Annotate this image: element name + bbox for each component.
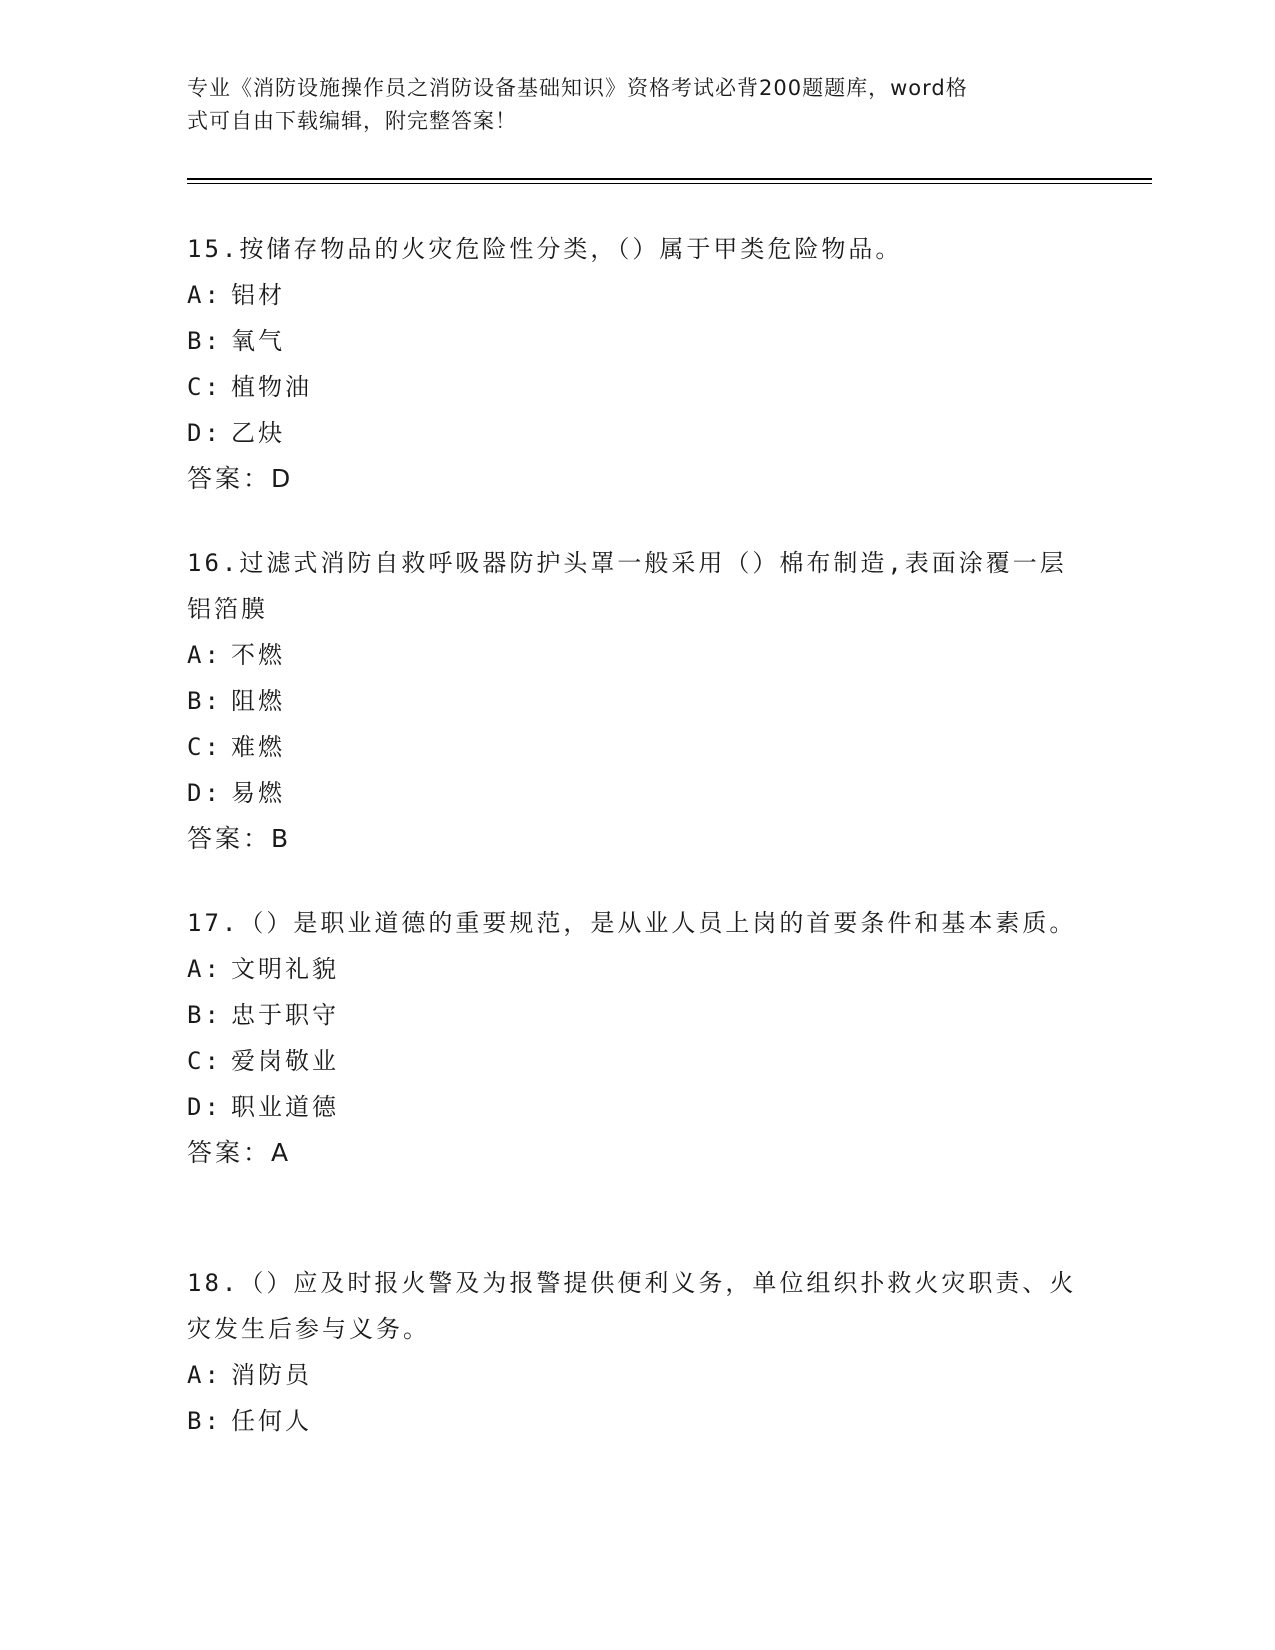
- option-letter: A:: [187, 641, 222, 669]
- header-line-1: 专业《消防设施操作员之消防设备基础知识》资格考试必背200题题库，word格: [187, 76, 968, 100]
- option-d: [187, 770, 1087, 816]
- option-b: [187, 678, 1087, 724]
- option-d: [187, 410, 1087, 456]
- option-letter: A:: [187, 1361, 222, 1389]
- option-letter: D:: [187, 419, 222, 447]
- option-letter: C:: [187, 733, 222, 761]
- option-letter: A:: [187, 281, 222, 309]
- option-a: [187, 632, 1087, 678]
- option-d: [187, 1084, 1087, 1130]
- option-text: 难燃: [231, 733, 285, 761]
- header-line-2: 式可自由下载编辑，附完整答案！: [187, 109, 517, 133]
- question-text: 16.过滤式消防自救呼吸器防护头罩一般采用（）棉布制造,表面涂覆一层铝箔膜: [187, 549, 1067, 623]
- option-b: [187, 1398, 1087, 1444]
- header-divider-thin: [187, 183, 1152, 184]
- option-text: 不燃: [231, 641, 285, 669]
- option-text: 铝材: [231, 281, 285, 309]
- option-a: [187, 1352, 1087, 1398]
- option-c: [187, 1038, 1087, 1084]
- option-letter: D:: [187, 1093, 222, 1121]
- option-letter: B:: [187, 1001, 222, 1029]
- question-15: [187, 226, 1087, 502]
- option-text: 氧气: [231, 327, 285, 355]
- header-divider: [187, 178, 1152, 180]
- option-letter: B:: [187, 327, 222, 355]
- option-text: 乙炔: [231, 419, 285, 447]
- option-letter: B:: [187, 687, 222, 715]
- option-b: [187, 992, 1087, 1038]
- option-text: 文明礼貌: [231, 955, 339, 983]
- option-letter: A:: [187, 955, 222, 983]
- question-text: 15.按储存物品的火灾危险性分类，（）属于甲类危险物品。: [187, 235, 903, 263]
- option-b: [187, 318, 1087, 364]
- answer-line: 答案：D: [187, 464, 294, 493]
- option-a: [187, 272, 1087, 318]
- question-text: 17.（）是职业道德的重要规范，是从业人员上岗的首要条件和基本素质。: [187, 909, 1077, 937]
- option-letter: C:: [187, 1047, 222, 1075]
- option-letter: B:: [187, 1407, 222, 1435]
- question-16: [187, 540, 1087, 862]
- question-text: 18.（）应及时报火警及为报警提供便利义务，单位组织扑救火灾职责、火灾发生后参与义务。: [187, 1269, 1077, 1343]
- option-text: 植物油: [231, 373, 312, 401]
- option-c: [187, 724, 1087, 770]
- question-18: [187, 1260, 1087, 1444]
- option-a: [187, 946, 1087, 992]
- option-text: 阻燃: [231, 687, 285, 715]
- option-text: 职业道德: [231, 1093, 339, 1121]
- option-letter: D:: [187, 779, 222, 807]
- answer-line: 答案：B: [187, 824, 292, 853]
- question-17: [187, 900, 1087, 1176]
- option-c: [187, 364, 1087, 410]
- option-text: 易燃: [231, 779, 285, 807]
- option-text: 忠于职守: [231, 1001, 339, 1029]
- option-text: 爱岗敬业: [231, 1047, 339, 1075]
- option-letter: C:: [187, 373, 222, 401]
- option-text: 消防员: [231, 1361, 312, 1389]
- answer-line: 答案：A: [187, 1138, 292, 1167]
- option-text: 任何人: [231, 1407, 312, 1435]
- document-header: [187, 72, 1067, 138]
